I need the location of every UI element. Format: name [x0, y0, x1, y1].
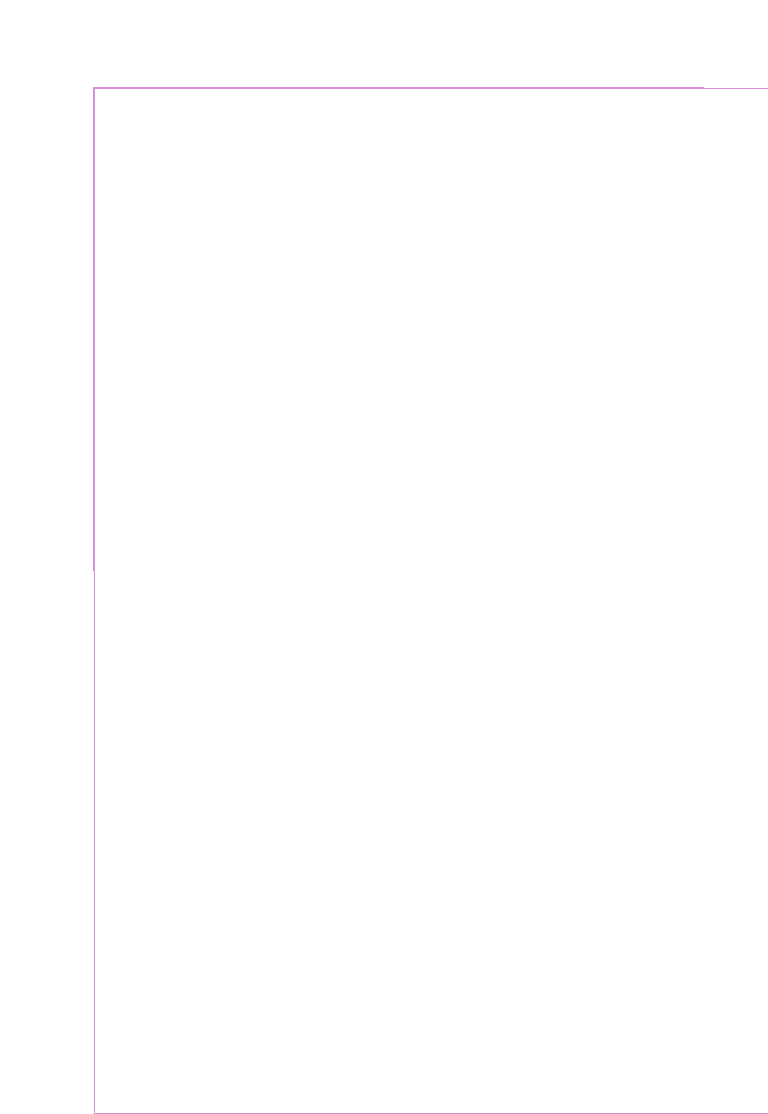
table-of-contents	[93, 87, 704, 571]
table-row	[94, 543, 704, 571]
table-body	[94, 123, 704, 571]
row-page-no	[94, 88, 768, 1114]
